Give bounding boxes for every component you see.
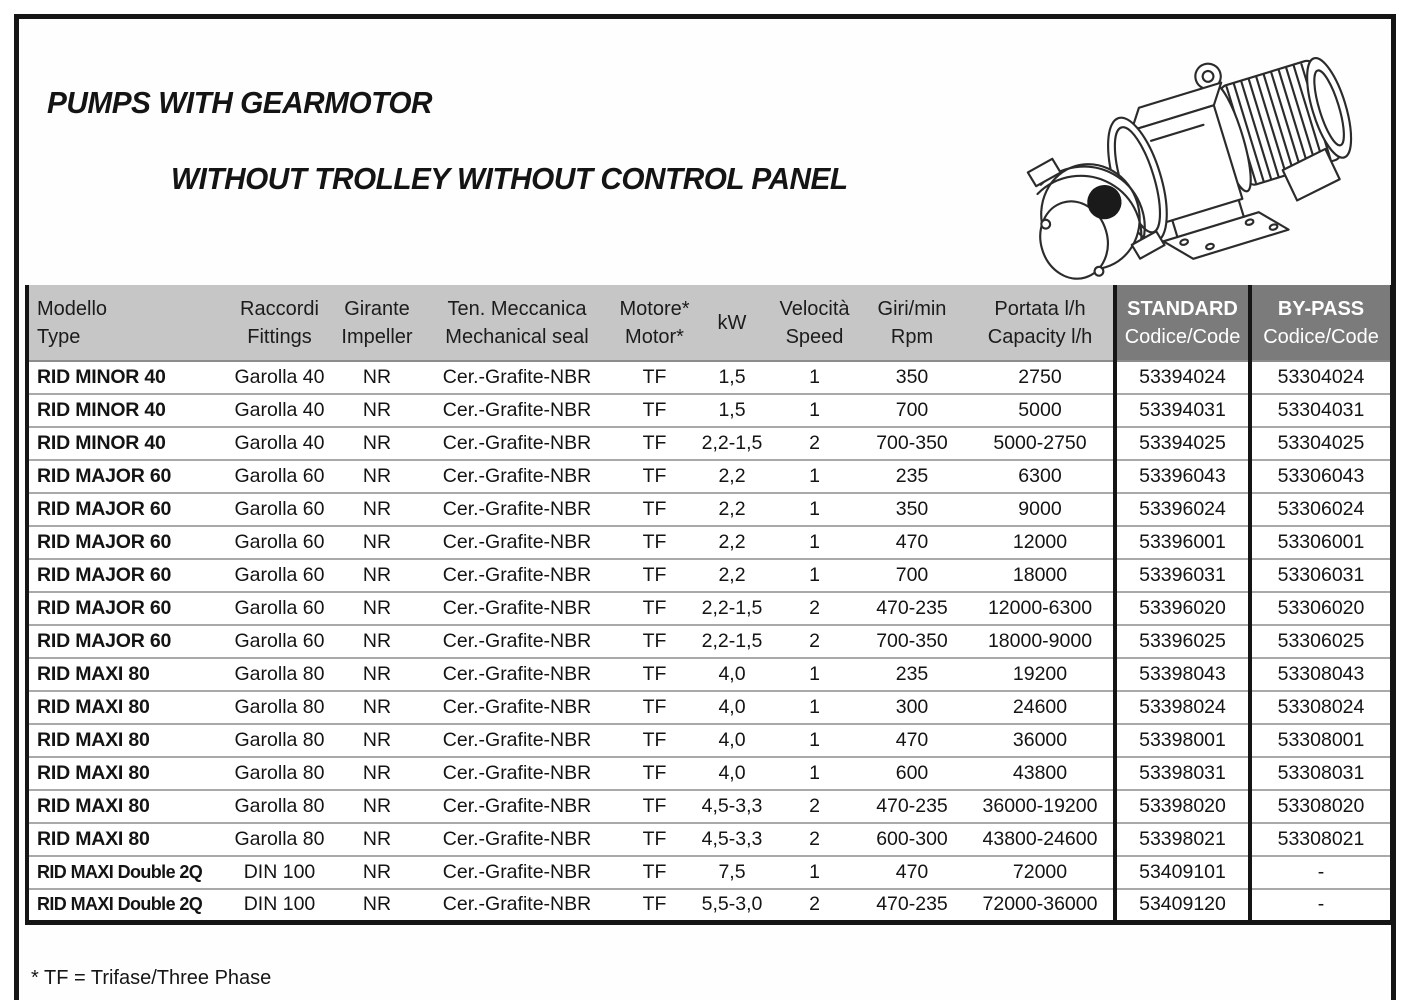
cell-capacity: 18000-9000 — [967, 625, 1115, 658]
cell-seal: Cer.-Grafite-NBR — [417, 889, 617, 922]
cell-capacity: 43800 — [967, 757, 1115, 790]
cell-seal: Cer.-Grafite-NBR — [417, 460, 617, 493]
table-row — [27, 658, 1392, 691]
cell-rpm: 350 — [857, 493, 967, 526]
table-row — [27, 889, 1392, 922]
cell-model: RID MAJOR 60 — [27, 493, 222, 526]
cell-seal: Cer.-Grafite-NBR — [417, 691, 617, 724]
cell-kw: 4,0 — [692, 757, 772, 790]
cell-impeller: NR — [337, 592, 417, 625]
pump-gearmotor-illustration — [989, 21, 1389, 283]
cell-model: RID MAXI 80 — [27, 757, 222, 790]
cell-kw: 4,0 — [692, 724, 772, 757]
cell-bypass_code: - — [1250, 856, 1392, 889]
cell-fittings: Garolla 80 — [222, 757, 337, 790]
cell-model: RID MAJOR 60 — [27, 526, 222, 559]
cell-standard_code: 53398021 — [1115, 823, 1250, 856]
cell-bypass_code: 53308001 — [1250, 724, 1392, 757]
cell-motor: TF — [617, 691, 692, 724]
pump-drawing-svg — [989, 21, 1389, 283]
cell-standard_code: 53409120 — [1115, 889, 1250, 922]
table-row — [27, 559, 1392, 592]
cell-seal: Cer.-Grafite-NBR — [417, 823, 617, 856]
cell-bypass_code: 53306031 — [1250, 559, 1392, 592]
cell-standard_code: 53396020 — [1115, 592, 1250, 625]
cell-standard_code: 53396031 — [1115, 559, 1250, 592]
cell-fittings: Garolla 60 — [222, 559, 337, 592]
cell-rpm: 600 — [857, 757, 967, 790]
cell-model: RID MAJOR 60 — [27, 625, 222, 658]
cell-standard_code: 53396043 — [1115, 460, 1250, 493]
page-title: PUMPS WITH GEARMOTOR — [47, 85, 433, 120]
footnote: * TF = Trifase/Three Phase — [31, 967, 272, 989]
cell-seal: Cer.-Grafite-NBR — [417, 625, 617, 658]
cell-capacity: 2750 — [967, 361, 1115, 394]
cell-fittings: Garolla 40 — [222, 394, 337, 427]
cell-kw: 2,2-1,5 — [692, 427, 772, 460]
cell-speed: 1 — [772, 856, 857, 889]
table-row — [27, 691, 1392, 724]
cell-bypass_code: 53304031 — [1250, 394, 1392, 427]
cell-model: RID MAJOR 60 — [27, 592, 222, 625]
cell-motor: TF — [617, 823, 692, 856]
cell-impeller: NR — [337, 526, 417, 559]
cell-capacity: 24600 — [967, 691, 1115, 724]
table-row — [27, 526, 1392, 559]
cell-impeller: NR — [337, 823, 417, 856]
cell-impeller: NR — [337, 658, 417, 691]
col-header-speed: Velocità Speed — [772, 285, 857, 361]
cell-bypass_code: 53306001 — [1250, 526, 1392, 559]
cell-motor: TF — [617, 790, 692, 823]
cell-standard_code: 53398024 — [1115, 691, 1250, 724]
cell-fittings: DIN 100 — [222, 856, 337, 889]
cell-fittings: Garolla 40 — [222, 427, 337, 460]
cell-seal: Cer.-Grafite-NBR — [417, 394, 617, 427]
cell-speed: 2 — [772, 427, 857, 460]
cell-speed: 1 — [772, 526, 857, 559]
table-row — [27, 427, 1392, 460]
cell-kw: 4,0 — [692, 691, 772, 724]
cell-fittings: Garolla 80 — [222, 823, 337, 856]
cell-speed: 1 — [772, 493, 857, 526]
cell-impeller: NR — [337, 460, 417, 493]
cell-model: RID MAJOR 60 — [27, 460, 222, 493]
cell-rpm: 235 — [857, 658, 967, 691]
cell-impeller: NR — [337, 493, 417, 526]
cell-kw: 5,5-3,0 — [692, 889, 772, 922]
cell-rpm: 470 — [857, 724, 967, 757]
cell-rpm: 470 — [857, 526, 967, 559]
cell-motor: TF — [617, 460, 692, 493]
cell-seal: Cer.-Grafite-NBR — [417, 658, 617, 691]
cell-rpm: 300 — [857, 691, 967, 724]
cell-seal: Cer.-Grafite-NBR — [417, 592, 617, 625]
cell-motor: TF — [617, 361, 692, 394]
cell-seal: Cer.-Grafite-NBR — [417, 790, 617, 823]
table-row — [27, 625, 1392, 658]
cell-standard_code: 53394025 — [1115, 427, 1250, 460]
cell-kw: 4,5-3,3 — [692, 790, 772, 823]
cell-seal: Cer.-Grafite-NBR — [417, 427, 617, 460]
cell-kw: 1,5 — [692, 361, 772, 394]
cell-bypass_code: 53304024 — [1250, 361, 1392, 394]
cell-model: RID MAXI Double 2Q — [27, 856, 222, 889]
cell-fittings: Garolla 40 — [222, 361, 337, 394]
cell-motor: TF — [617, 493, 692, 526]
cell-model: RID MINOR 40 — [27, 427, 222, 460]
cell-model: RID MINOR 40 — [27, 361, 222, 394]
cell-rpm: 700 — [857, 394, 967, 427]
cell-seal: Cer.-Grafite-NBR — [417, 493, 617, 526]
col-header-fittings: Raccordi Fittings — [222, 285, 337, 361]
cell-capacity: 72000-36000 — [967, 889, 1115, 922]
cell-capacity: 12000 — [967, 526, 1115, 559]
table-row — [27, 361, 1392, 394]
cell-speed: 1 — [772, 361, 857, 394]
cell-fittings: Garolla 60 — [222, 592, 337, 625]
cell-fittings: Garolla 80 — [222, 724, 337, 757]
cell-speed: 2 — [772, 625, 857, 658]
cell-bypass_code: 53306043 — [1250, 460, 1392, 493]
cell-model: RID MAXI 80 — [27, 724, 222, 757]
cell-standard_code: 53398020 — [1115, 790, 1250, 823]
cell-capacity: 36000-19200 — [967, 790, 1115, 823]
cell-bypass_code: 53306024 — [1250, 493, 1392, 526]
cell-bypass_code: 53308043 — [1250, 658, 1392, 691]
cell-seal: Cer.-Grafite-NBR — [417, 757, 617, 790]
pump-spec-table — [25, 285, 1394, 925]
cell-bypass_code: 53306025 — [1250, 625, 1392, 658]
cell-rpm: 470-235 — [857, 592, 967, 625]
cell-bypass_code: 53308031 — [1250, 757, 1392, 790]
cell-speed: 2 — [772, 889, 857, 922]
col-header-kw: kW — [692, 285, 772, 361]
cell-motor: TF — [617, 658, 692, 691]
cell-fittings: Garolla 60 — [222, 460, 337, 493]
cell-rpm: 700-350 — [857, 625, 967, 658]
cell-speed: 1 — [772, 394, 857, 427]
cell-kw: 7,5 — [692, 856, 772, 889]
cell-rpm: 470-235 — [857, 889, 967, 922]
cell-speed: 2 — [772, 823, 857, 856]
cell-impeller: NR — [337, 625, 417, 658]
cell-fittings: Garolla 80 — [222, 691, 337, 724]
cell-kw: 2,2 — [692, 460, 772, 493]
cell-fittings: Garolla 60 — [222, 526, 337, 559]
table-row — [27, 724, 1392, 757]
cell-standard_code: 53394031 — [1115, 394, 1250, 427]
cell-model: RID MAJOR 60 — [27, 559, 222, 592]
cell-rpm: 600-300 — [857, 823, 967, 856]
cell-kw: 2,2-1,5 — [692, 625, 772, 658]
cell-impeller: NR — [337, 889, 417, 922]
cell-motor: TF — [617, 559, 692, 592]
cell-seal: Cer.-Grafite-NBR — [417, 361, 617, 394]
cell-standard_code: 53398031 — [1115, 757, 1250, 790]
cell-speed: 1 — [772, 658, 857, 691]
cell-motor: TF — [617, 427, 692, 460]
col-header-rpm: Giri/min Rpm — [857, 285, 967, 361]
cell-motor: TF — [617, 757, 692, 790]
cell-kw: 4,5-3,3 — [692, 823, 772, 856]
table-header-row — [27, 285, 1392, 361]
cell-seal: Cer.-Grafite-NBR — [417, 559, 617, 592]
table-row — [27, 592, 1392, 625]
cell-motor: TF — [617, 625, 692, 658]
cell-speed: 1 — [772, 757, 857, 790]
page-subtitle: WITHOUT TROLLEY WITHOUT CONTROL PANEL — [171, 161, 848, 196]
cell-capacity: 19200 — [967, 658, 1115, 691]
table-row — [27, 856, 1392, 889]
cell-impeller: NR — [337, 361, 417, 394]
cell-standard_code: 53394024 — [1115, 361, 1250, 394]
cell-speed: 1 — [772, 724, 857, 757]
cell-speed: 1 — [772, 460, 857, 493]
table-row — [27, 460, 1392, 493]
cell-standard_code: 53398001 — [1115, 724, 1250, 757]
cell-seal: Cer.-Grafite-NBR — [417, 856, 617, 889]
table-row — [27, 823, 1392, 856]
cell-motor: TF — [617, 394, 692, 427]
cell-impeller: NR — [337, 559, 417, 592]
cell-capacity: 43800-24600 — [967, 823, 1115, 856]
cell-capacity: 9000 — [967, 493, 1115, 526]
col-header-bypass-code: BY-PASS Codice/Code — [1250, 285, 1392, 361]
cell-kw: 1,5 — [692, 394, 772, 427]
cell-model: RID MAXI 80 — [27, 691, 222, 724]
col-header-motor: Motore* Motor* — [617, 285, 692, 361]
cell-bypass_code: 53308024 — [1250, 691, 1392, 724]
cell-capacity: 6300 — [967, 460, 1115, 493]
cell-speed: 2 — [772, 592, 857, 625]
cell-capacity: 5000 — [967, 394, 1115, 427]
col-header-seal: Ten. Meccanica Mechanical seal — [417, 285, 617, 361]
col-header-model: Modello Type — [27, 285, 222, 361]
cell-kw: 2,2 — [692, 559, 772, 592]
cell-seal: Cer.-Grafite-NBR — [417, 724, 617, 757]
table-row — [27, 757, 1392, 790]
cell-motor: TF — [617, 592, 692, 625]
cell-rpm: 700-350 — [857, 427, 967, 460]
cell-capacity: 12000-6300 — [967, 592, 1115, 625]
cell-model: RID MAXI 80 — [27, 658, 222, 691]
cell-motor: TF — [617, 889, 692, 922]
cell-bypass_code: 53308020 — [1250, 790, 1392, 823]
col-header-impeller: Girante Impeller — [337, 285, 417, 361]
cell-model: RID MAXI Double 2Q — [27, 889, 222, 922]
cell-bypass_code: - — [1250, 889, 1392, 922]
cell-capacity: 5000-2750 — [967, 427, 1115, 460]
cell-standard_code: 53396024 — [1115, 493, 1250, 526]
cell-rpm: 700 — [857, 559, 967, 592]
cell-motor: TF — [617, 724, 692, 757]
cell-impeller: NR — [337, 427, 417, 460]
cell-speed: 1 — [772, 691, 857, 724]
cell-capacity: 36000 — [967, 724, 1115, 757]
cell-bypass_code: 53306020 — [1250, 592, 1392, 625]
cell-motor: TF — [617, 856, 692, 889]
cell-fittings: Garolla 60 — [222, 493, 337, 526]
cell-rpm: 235 — [857, 460, 967, 493]
cell-seal: Cer.-Grafite-NBR — [417, 526, 617, 559]
cell-bypass_code: 53304025 — [1250, 427, 1392, 460]
cell-standard_code: 53398043 — [1115, 658, 1250, 691]
cell-capacity: 18000 — [967, 559, 1115, 592]
cell-kw: 4,0 — [692, 658, 772, 691]
cell-rpm: 470 — [857, 856, 967, 889]
col-header-capacity: Portata l/h Capacity l/h — [967, 285, 1115, 361]
cell-fittings: Garolla 80 — [222, 790, 337, 823]
cell-standard_code: 53396025 — [1115, 625, 1250, 658]
cell-kw: 2,2 — [692, 526, 772, 559]
cell-speed: 2 — [772, 790, 857, 823]
cell-standard_code: 53396001 — [1115, 526, 1250, 559]
cell-kw: 2,2 — [692, 493, 772, 526]
cell-rpm: 470-235 — [857, 790, 967, 823]
cell-model: RID MINOR 40 — [27, 394, 222, 427]
cell-motor: TF — [617, 526, 692, 559]
cell-model: RID MAXI 80 — [27, 823, 222, 856]
cell-speed: 1 — [772, 559, 857, 592]
cell-rpm: 350 — [857, 361, 967, 394]
cell-impeller: NR — [337, 790, 417, 823]
cell-impeller: NR — [337, 724, 417, 757]
col-header-standard-code: STANDARD Codice/Code — [1115, 285, 1250, 361]
table-row — [27, 493, 1392, 526]
table-row — [27, 790, 1392, 823]
table-row — [27, 394, 1392, 427]
cell-impeller: NR — [337, 394, 417, 427]
table-body — [27, 361, 1392, 922]
cell-kw: 2,2-1,5 — [692, 592, 772, 625]
cell-capacity: 72000 — [967, 856, 1115, 889]
cell-fittings: DIN 100 — [222, 889, 337, 922]
cell-impeller: NR — [337, 757, 417, 790]
cell-standard_code: 53409101 — [1115, 856, 1250, 889]
cell-bypass_code: 53308021 — [1250, 823, 1392, 856]
cell-model: RID MAXI 80 — [27, 790, 222, 823]
cell-impeller: NR — [337, 691, 417, 724]
cell-impeller: NR — [337, 856, 417, 889]
cell-fittings: Garolla 80 — [222, 658, 337, 691]
cell-fittings: Garolla 60 — [222, 625, 337, 658]
page-frame — [14, 14, 1396, 1000]
